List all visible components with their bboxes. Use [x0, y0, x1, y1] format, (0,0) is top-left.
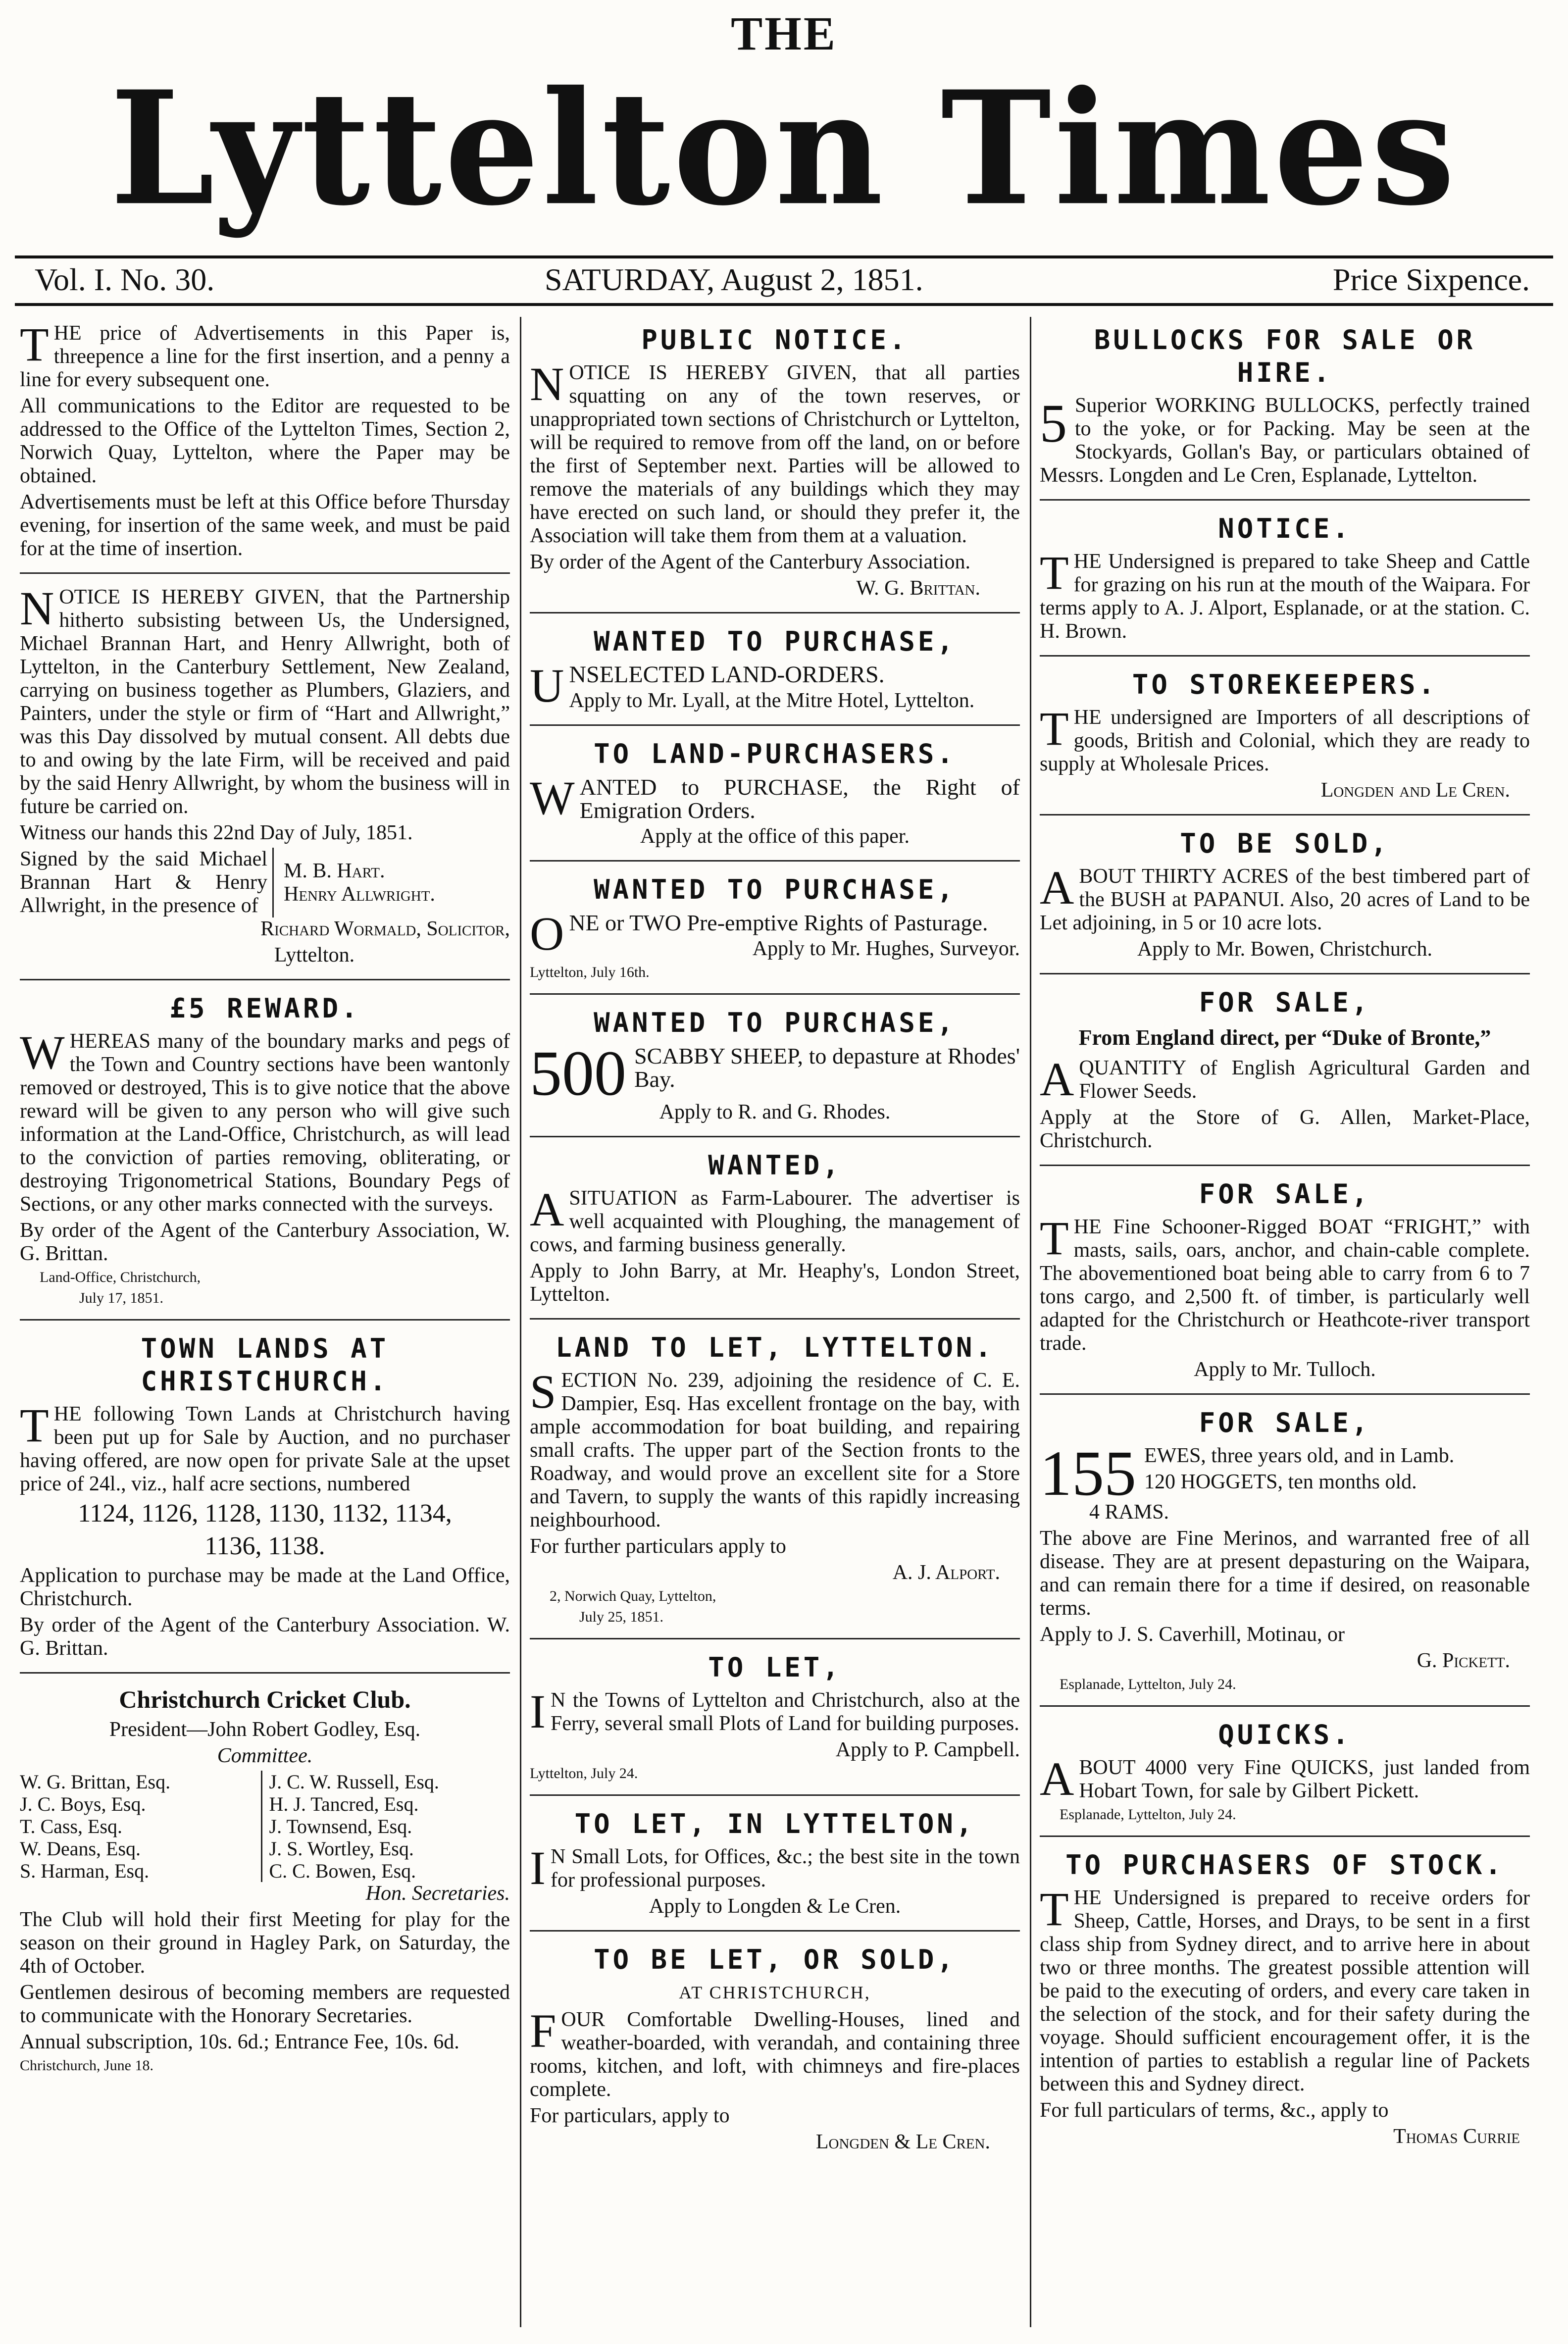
- drop-cap: T: [20, 318, 49, 371]
- place-date: 2, Norwich Quay, Lyttelton,: [550, 1588, 716, 1604]
- terms-text: HE price of Advertisements in this Paper is, threepence a line for the first insertion, and a penny a line for every subsequent one.: [20, 322, 510, 391]
- ad-subheading: AT CHRISTCHURCH,: [679, 1983, 871, 2002]
- signature: M. B. Hart.: [284, 859, 385, 882]
- drop-cap: A: [1040, 861, 1074, 914]
- drop-cap: W: [530, 771, 575, 824]
- signature-block: [20, 848, 510, 917]
- bullocks-notice: [1040, 324, 1530, 501]
- signature: A. J. Alport.: [892, 1561, 1000, 1584]
- notice-text: OTICE IS HEREBY GIVEN, that all parties squatting on any of the town reserves, or unappropriated town sections of Christchurch or Lyttelton, will be required to remove from off the land, on or before the first of September next. Parties will be allowed to remove the materials of any buildings which they may have erected on such land, or should they prefer it, the Association will take them from them at a valuation.: [530, 361, 1020, 547]
- ad-heading: TO BE LET, OR SOLD,: [594, 1944, 956, 1975]
- place-date: Esplanade, Lyttelton, July 24.: [1060, 1806, 1236, 1823]
- to-let-plots: [530, 1651, 1020, 1796]
- notice-text: ECTION No. 239, adjoining the residence of C. E. Dampier, Esq. Has excellent frontage on the bay, with ample accommodation for boat building, and repairing small crafts. The upper part of the Section fronts to the Roadway, and would prove an excellent site for a Store and Tavern, to supply the wants of this rapidly increasing neighbourhood.: [530, 1369, 1020, 1531]
- public-notice: [530, 324, 1020, 613]
- committee-member: W. G. Brittan, Esq.: [20, 1771, 171, 1793]
- signature: W. G. Brittan.: [856, 577, 980, 600]
- place-date: July 25, 1851.: [579, 1609, 664, 1625]
- drop-cap: T: [20, 1399, 49, 1452]
- notice-text: HE Undersigned is prepared to take Sheep and Cattle for grazing on his run at the mouth of the Waipara. For terms apply to A. J. Alport, Esplanade, or at the station. C. H. Brown.: [1040, 550, 1530, 643]
- notice-text: SITUATION as Farm-Labourer. The advertiser is well acquainted with Ploughing, the management of cows, and farming business generally.: [530, 1187, 1020, 1256]
- land-purchasers: [530, 738, 1020, 862]
- notice-text: Apply to R. and G. Rhodes.: [659, 1101, 891, 1123]
- notice-text: HE Undersigned is prepared to receive orders for Sheep, Cattle, Horses, and Drays, to be sent in a first class ship from Sydney direct, and to arrive here in about two or three months. The greatest possible attention will be paid to the executing of orders, and every care taken in the selection of the stock, and for their safety during the voyage. Should sufficient encouragement offer, it is the intention of parties to establish a regular line of Packets between this and Sydney direct.: [1040, 1886, 1530, 2095]
- notice-text: Witness our hands this 22nd Day of July, 1851.: [20, 821, 413, 844]
- notice-text: NSELECTED LAND-ORDERS.: [569, 662, 885, 688]
- drop-cap: T: [1040, 546, 1069, 599]
- signature: Longden & Le Cren.: [815, 2131, 990, 2153]
- notice-text: Apply to John Barry, at Mr. Heaphy's, London Street, Lyttelton.: [530, 1260, 1020, 1306]
- boat-sale: [1040, 1178, 1530, 1395]
- issue-date: SATURDAY, August 2, 1851.: [545, 262, 923, 297]
- drop-cap: I: [530, 1841, 546, 1894]
- top-rule: [15, 255, 1553, 258]
- notice-text: EWES, three years old, and in Lamb.: [1144, 1444, 1455, 1467]
- signature: Henry Allwright.: [284, 882, 435, 906]
- notice-text: OUR Comfortable Dwelling-Houses, lined and weather-boarded, with verandah, and containing three rooms, kitchen, and loft, with chimneys and fire-places complete.: [530, 2008, 1020, 2101]
- committee-member: J. S. Wortley, Esq.: [269, 1837, 414, 1860]
- terms-text: Advertisements must be left at this Office before Thursday evening, for insertion of the same week, and must be paid for at the time of insertion.: [20, 491, 510, 560]
- ad-heading: WANTED TO PURCHASE,: [594, 874, 956, 905]
- volume-number: Vol. I. No. 30.: [35, 262, 215, 297]
- notice-text: Apply at the Store of G. Allen, Market-Place, Christchurch.: [1040, 1106, 1530, 1152]
- ad-heading: WANTED TO PURCHASE,: [594, 1007, 956, 1038]
- place-date: Esplanade, Lyttelton, July 24.: [1060, 1676, 1236, 1692]
- place-date: Christchurch, June 18.: [20, 2057, 153, 2074]
- land-sale-notice: [1040, 827, 1530, 974]
- partnership-notice: [20, 582, 510, 980]
- masthead-title: Lyttelton Times: [110, 56, 1458, 240]
- ad-heading: TO LET,: [708, 1652, 842, 1683]
- drop-cap: W: [20, 1026, 65, 1079]
- ad-heading: TO PURCHASERS OF STOCK.: [1065, 1849, 1504, 1881]
- ad-heading: £5 REWARD.: [169, 993, 360, 1024]
- storekeepers-notice: [1040, 668, 1530, 815]
- notice-text: The Club will hold their first Meeting for play for the season on their ground in Hagley Park, on Saturday, the 4th of October.: [20, 1908, 510, 1978]
- witness: Richard Wormald, Solicitor,: [260, 917, 510, 940]
- quicks-sale: [1040, 1719, 1530, 1837]
- drop-cap: N: [20, 582, 54, 635]
- place-date: Land-Office, Christchurch,: [40, 1269, 201, 1285]
- advertising-terms: [20, 318, 510, 574]
- section-numbers: 1124, 1126, 1128, 1130, 1132, 1134,: [78, 1499, 452, 1528]
- committee-member: J. C. W. Russell, Esq.: [269, 1771, 439, 1793]
- ad-heading: TO LAND-PURCHASERS.: [594, 738, 956, 769]
- drop-cap: O: [530, 907, 564, 960]
- drop-cap: T: [1040, 1883, 1069, 1936]
- reward-notice: [20, 992, 510, 1321]
- notice-text: For particulars, apply to: [530, 2104, 730, 2127]
- ad-heading: Christchurch Cricket Club.: [119, 1685, 411, 1713]
- sheep-sale: [1040, 1407, 1530, 1707]
- ad-heading: LAND TO LET, LYTTELTON.: [556, 1332, 994, 1363]
- ad-heading: BULLOCKS FOR SALE OR HIRE.: [1094, 324, 1476, 388]
- place-date: July 17, 1851.: [79, 1290, 164, 1306]
- grazing-notice: [1040, 512, 1530, 657]
- stock-purchasers: [1040, 1849, 1530, 2160]
- cricket-club-notice: [20, 1685, 510, 2087]
- notice-text: NE or TWO Pre-emptive Rights of Pasturage.: [569, 910, 988, 935]
- drop-cap: A: [530, 1183, 564, 1236]
- notice-text: Apply to P. Campbell.: [835, 1738, 1020, 1761]
- committee-member: J. C. Boys, Esq.: [20, 1793, 146, 1815]
- drop-cap: F: [530, 2004, 556, 2057]
- notice-text: For further particulars apply to: [530, 1535, 786, 1558]
- notice-text: 120 HOGGETS, ten months old.: [1144, 1471, 1417, 1493]
- signed-by: Signed by the said Michael Brannan Hart & Henry Allwright, in the presence of: [20, 848, 274, 917]
- big-number: 5: [1040, 393, 1067, 454]
- notice-text: Apply to Mr. Hughes, Surveyor.: [752, 937, 1020, 960]
- signature: Thomas Currie: [1393, 2125, 1520, 2148]
- wanted-sheep: [530, 1007, 1020, 1137]
- masthead-the: THE: [731, 7, 837, 60]
- drop-cap: A: [1040, 1752, 1074, 1805]
- column-divider: [520, 317, 521, 2327]
- town-lands-notice: [20, 1332, 510, 1674]
- drop-cap: A: [1040, 1053, 1074, 1106]
- notice-text: BOUT THIRTY ACRES of the best timbered part of the BUSH at PAPANUI. Also, 20 acres of Land to be Let adjoining, in 5 or 10 acre lots.: [1040, 865, 1530, 934]
- notice-text: HE Fine Schooner-Rigged BOAT “FRIGHT,” with masts, sails, oars, anchor, and chain-cable complete. The abovementioned boat being able to carry from 6 to 7 tons cargo, and 2,500 ft. of timber, is particularly well adapted for the Christchurch or Heathcote-river transport trade.: [1040, 1216, 1530, 1355]
- drop-cap: T: [1040, 702, 1069, 755]
- notice-text: N Small Lots, for Offices, &c.; the best site in the town for professional purposes.: [550, 1845, 1020, 1891]
- place-date: Lyttelton, July 24.: [530, 1765, 638, 1782]
- notice-text: Apply at the office of this paper.: [640, 825, 910, 848]
- notice-text: BOUT 4000 very Fine QUICKS, just landed from Hobart Town, for sale by Gilbert Pickett.: [1079, 1756, 1530, 1802]
- notice-text: ANTED to PURCHASE, the Right of Emigration Orders.: [579, 774, 1020, 823]
- signature: Longden and Le Cren.: [1320, 779, 1510, 802]
- notice-text: Application to purchase may be made at the Land Office, Christchurch.: [20, 1564, 510, 1610]
- committee-member: S. Harman, Esq.: [20, 1860, 150, 1882]
- section-numbers: 1136, 1138.: [204, 1532, 325, 1560]
- wanted-land-orders: [530, 625, 1020, 726]
- drop-cap: N: [530, 357, 564, 410]
- dateline-rule: [15, 303, 1553, 306]
- witness-place: Lyttelton.: [274, 944, 355, 967]
- ad-heading: WANTED,: [708, 1150, 842, 1181]
- notice-text: Apply to Mr. Tulloch.: [1194, 1358, 1376, 1381]
- ad-heading: PUBLIC NOTICE.: [641, 324, 909, 356]
- notice-text: The above are Fine Merinos, and warranted free of all disease. They are at present depasturing on the Waipara, and can remain there for a time if desired, on reasonable terms.: [1040, 1527, 1530, 1620]
- ad-heading: QUICKS.: [1218, 1719, 1352, 1750]
- terms-text: All communications to the Editor are requested to be addressed to the Office of the Lyttelton Times, Section 2, Norwich Quay, Lyttelton, where the Paper may be obtained.: [20, 395, 510, 487]
- notice-text: Apply to Mr. Lyall, at the Mitre Hotel, Lyttelton.: [569, 689, 975, 712]
- drop-cap: U: [530, 659, 564, 712]
- notice-text: Apply to Mr. Bowen, Christchurch.: [1137, 938, 1433, 961]
- signature: G. Pickett.: [1416, 1649, 1510, 1672]
- secretaries-label: Hon. Secretaries.: [365, 1882, 510, 1905]
- committee-member: T. Cass, Esq.: [20, 1815, 123, 1837]
- ad-heading: FOR SALE,: [1199, 987, 1371, 1018]
- ad-heading: TO BE SOLD,: [1180, 828, 1390, 859]
- wanted-pasturage: [530, 873, 1020, 995]
- seeds-sale: [1040, 986, 1530, 1166]
- notice-text: By order of the Agent of the Canterbury Association, W. G. Brittan.: [20, 1219, 510, 1265]
- committee-label: Committee.: [217, 1744, 313, 1767]
- notice-text: SCABBY SHEEP, to depasture at Rhodes' Bay.: [634, 1043, 1020, 1092]
- ad-heading: FOR SALE,: [1199, 1407, 1371, 1438]
- place-date: Lyttelton, July 16th.: [530, 964, 650, 980]
- committee-member: W. Deans, Esq.: [20, 1837, 141, 1860]
- notice-text: Apply to Longden & Le Cren.: [649, 1895, 901, 1918]
- notice-text: HE undersigned are Importers of all descriptions of goods, British and Colonial, which they are ready to supply at Wholesale Prices.: [1040, 706, 1530, 775]
- committee-member: H. J. Tancred, Esq.: [269, 1793, 419, 1815]
- ad-subheading: From England direct, per “Duke of Bronte,”: [1078, 1025, 1491, 1050]
- price: Price Sixpence.: [1332, 262, 1530, 297]
- committee-member: C. C. Bowen, Esq.: [269, 1860, 416, 1882]
- ad-heading: FOR SALE,: [1199, 1178, 1371, 1210]
- notice-text: Annual subscription, 10s. 6d.; Entrance Fee, 10s. 6d.: [20, 2031, 459, 2053]
- notice-text: By order of the Agent of the Canterbury Association.: [530, 551, 970, 573]
- notice-text: 4 RAMS.: [1089, 1501, 1169, 1524]
- column-3: [1040, 322, 1530, 2172]
- dateline: [30, 261, 1535, 301]
- notice-text: HEREAS many of the boundary marks and pegs of the Town and Country sections have been wantonly removed or destroyed, This is to give notice that the above reward will be given to any person who will give such information at the Land-Office, Christchurch, as will lead to the conviction of parties removing, obliterating, or destroying Trigonometrical Stations, Boundary Pegs of Sections, or any other marks connected with the surveys.: [20, 1030, 510, 1216]
- big-number: 500: [530, 1038, 626, 1109]
- notice-text: Apply to J. S. Caverhill, Motinau, or: [1040, 1623, 1345, 1646]
- ad-heading: TOWN LANDS AT CHRISTCHURCH.: [141, 1333, 389, 1397]
- notice-text: OTICE IS HEREBY GIVEN, that the Partnership hitherto subsisting between Us, the Undersigned, Michael Brannan Hart, and Henry Allwright, both of Lyttelton, in the Canterbury Settlement, New Zealand, carrying on business together as Plumbers, Glaziers, and Painters, under the style or firm of “Hart and Allwright,” was this Day dissolved by mutual consent. All debts due to and owing by the late Firm, will be received and paid by the said Henry Allwright, by whom the business will in future be carried on.: [20, 586, 510, 818]
- column-2: [530, 322, 1020, 2178]
- big-number: 155: [1040, 1438, 1136, 1509]
- drop-cap: S: [530, 1365, 556, 1418]
- ad-heading: TO STOREKEEPERS.: [1132, 669, 1438, 700]
- notice-text: QUANTITY of English Agricultural Garden and Flower Seeds.: [1079, 1057, 1530, 1103]
- committee-list: [20, 1771, 510, 1882]
- column-1: [20, 318, 510, 2098]
- to-let-lyttelton: [530, 1808, 1020, 1932]
- drop-cap: I: [530, 1685, 546, 1738]
- to-be-let-or-sold: [530, 1943, 1020, 2166]
- notice-text: For full particulars of terms, &c., apply to: [1040, 2099, 1389, 2122]
- president: President—John Robert Godley, Esq.: [109, 1718, 421, 1741]
- notice-text: HE following Town Lands at Christchurch having been put up for Sale by Auction, and no purchaser having offered, are now open for private Sale at the upset price of 24l., viz., half acre sections, numbered: [20, 1403, 510, 1495]
- column-divider: [1030, 317, 1031, 2327]
- notice-text: Gentlemen desirous of becoming members are requested to communicate with the Honorary Secretaries.: [20, 1981, 510, 2027]
- land-to-let: [530, 1331, 1020, 1639]
- notice-text: Superior WORKING BULLOCKS, perfectly trained to the yoke, or for Packing. May be seen at the Stockyards, Gollan's Bay, or particulars obtained of Messrs. Longden and Le Cren, Esplanade, Lyttelton.: [1040, 394, 1530, 487]
- committee-member: J. Townsend, Esq.: [269, 1815, 412, 1837]
- drop-cap: T: [1040, 1212, 1069, 1265]
- ad-heading: NOTICE.: [1218, 513, 1352, 544]
- ad-heading: TO LET, IN LYTTELTON,: [574, 1808, 975, 1839]
- notice-text: N the Towns of Lyttelton and Christchurch, also at the Ferry, several small Plots of Land for building purposes.: [550, 1689, 1020, 1735]
- wanted-situation: [530, 1149, 1020, 1320]
- ad-heading: WANTED TO PURCHASE,: [594, 626, 956, 657]
- notice-text: By order of the Agent of the Canterbury Association. W. G. Brittan.: [20, 1614, 510, 1660]
